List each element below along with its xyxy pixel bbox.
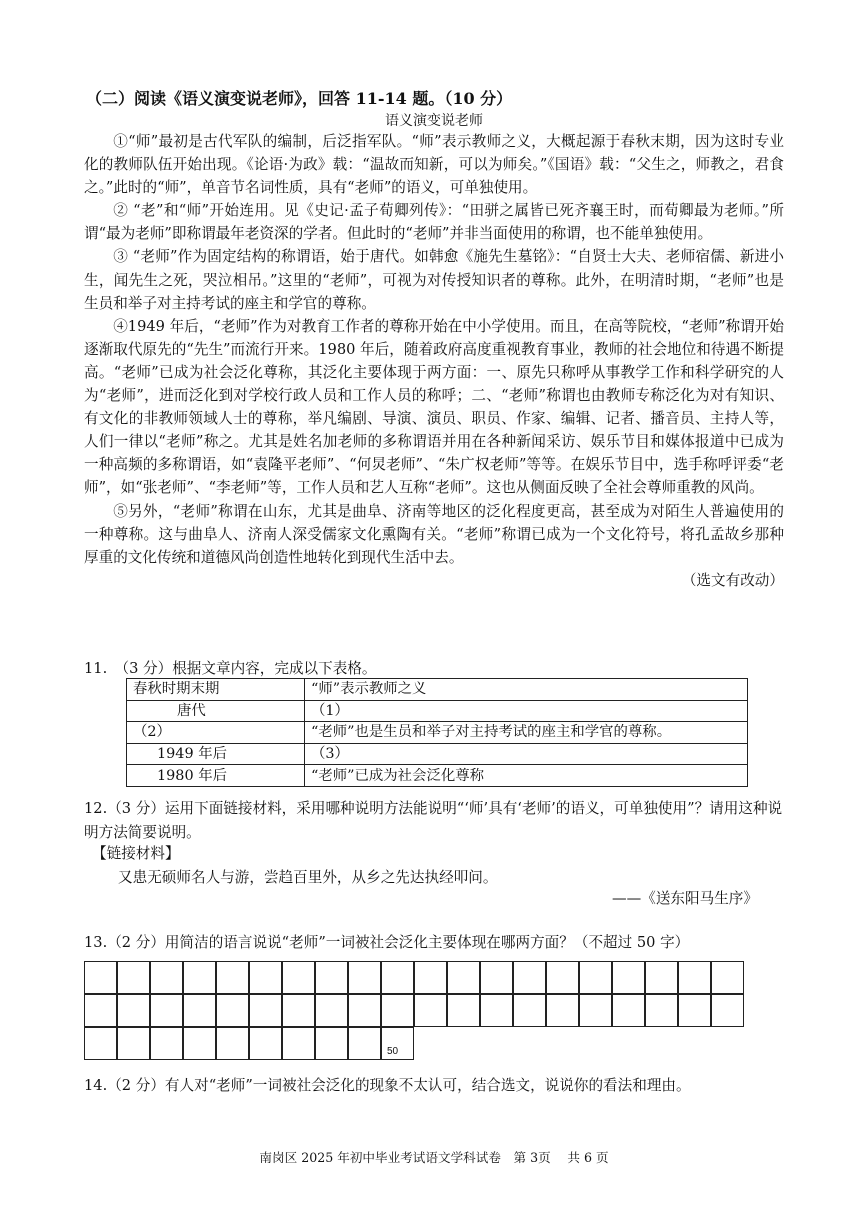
answer-grid-cell[interactable] <box>84 961 117 994</box>
answer-grid-cell[interactable] <box>117 1027 150 1060</box>
answer-grid-cell[interactable] <box>216 961 249 994</box>
table-row <box>127 722 748 744</box>
table-cell-period: 1949 年后 <box>127 743 305 765</box>
question-13-prompt: 13.（2 分）用简洁的语言说说“老师”一词被社会泛化主要体现在哪两方面？（不超过 50 字） <box>84 934 690 951</box>
article-paragraph-5: ⑤另外，“老师”称谓在山东，尤其是曲阜、济南等地区的泛化程度更高，甚至成为对陌生人普遍使用的一种尊称。这与曲阜人、济南人深受儒家文化熏陶有关。“老师”称谓已成为一个文化符号，将孔孟故乡那种厚重的文化传统和道德风尚创造性地转化到现代生活中去。 <box>84 502 784 566</box>
answer-grid-cell[interactable] <box>315 961 348 994</box>
answer-grid-cell[interactable] <box>447 994 480 1027</box>
question-12-prompt: 12.（3 分）运用下面链接材料，采用哪种说明方法能说明“‘师’具有‘老师’的语义，可单独使用”？请用这种说明方法简要说明。 <box>84 800 783 841</box>
answer-grid-cell[interactable] <box>645 994 678 1027</box>
answer-grid-cell[interactable] <box>513 994 546 1027</box>
answer-grid-cell[interactable] <box>216 994 249 1027</box>
answer-grid-cell[interactable] <box>282 994 315 1027</box>
source-note: （选文有改动） <box>681 571 784 589</box>
answer-grid-cell[interactable] <box>183 961 216 994</box>
answer-grid-cell[interactable] <box>315 1027 348 1060</box>
page-footer: 南岗区 2025 年初中毕业考试语文学科试卷 第 3页 共 6 页 <box>259 1150 609 1165</box>
answer-grid-cell[interactable] <box>480 961 513 994</box>
answer-grid-cell[interactable] <box>84 1027 117 1060</box>
answer-grid-cell[interactable] <box>612 961 645 994</box>
answer-grid-cell[interactable] <box>150 994 183 1027</box>
answer-grid-cell[interactable] <box>678 961 711 994</box>
answer-grid-cell[interactable] <box>546 961 579 994</box>
answer-grid-cell[interactable] <box>579 961 612 994</box>
answer-grid-cell[interactable] <box>348 994 381 1027</box>
article-title: 语义演变说老师 <box>385 113 483 129</box>
table-cell-meaning: “师”表示教师之义 <box>305 679 748 701</box>
article-paragraph-2: ② “老”和“师”开始连用。见《史记·孟子荀卿列传》：“田骈之属皆已死齐襄王时，而荀卿最为老师。”所谓“最为老师”即称谓最年老资深的学者。但此时的“老师”并非当面使用的称谓，也不能单独使用。 <box>84 202 784 243</box>
answer-grid-cell[interactable] <box>315 994 348 1027</box>
answer-grid-cell[interactable] <box>282 1027 315 1060</box>
answer-grid-cell[interactable] <box>546 994 579 1027</box>
table-cell-period: 唐代 <box>127 700 305 722</box>
table-row <box>127 700 748 722</box>
answer-grid-cell[interactable] <box>249 961 282 994</box>
answer-grid-cell[interactable] <box>183 994 216 1027</box>
article-paragraph-3: ③ “老师”作为固定结构的称谓语，始于唐代。如韩愈《施先生墓铭》：“自贤士大夫、老师宿儒、新进小生，闻先生之死，哭泣相吊。”这里的“老师”，可视为对传授知识者的尊称。此外，在明清时期，“老师”也是生员和举子对主持考试的座主和学官的尊称。 <box>84 248 784 312</box>
answer-grid-cell[interactable] <box>84 994 117 1027</box>
table-cell-meaning: “老师”也是生员和举子对主持考试的座主和学官的尊称。 <box>305 722 748 744</box>
answer-grid-cell[interactable] <box>480 994 513 1027</box>
answer-grid-cell[interactable] <box>678 994 711 1027</box>
answer-grid-cell[interactable] <box>579 994 612 1027</box>
answer-grid-cell[interactable] <box>414 994 447 1027</box>
answer-grid-cell[interactable] <box>381 961 414 994</box>
table-cell-answer-blank[interactable]: （2） <box>127 722 305 744</box>
article-body <box>84 130 784 592</box>
answer-grid-cell[interactable] <box>150 1027 183 1060</box>
table-cell-period: 春秋时期末期 <box>127 679 305 701</box>
answer-grid-cell[interactable] <box>348 961 381 994</box>
article-paragraph-4: ④1949 年后，“老师”作为对教育工作者的尊称开始在中小学使用。而且，在高等院校，“老师”称谓开始逐渐取代原先的“先生”而流行开来。1980 年后，随着政府高度重视教育事业，教师的社会地位和待遇不断提高。“老师”已成为社会泛化尊称，其泛化主要体现于两方面：一、原先只称呼从事教学工作和科学研究的人为“老师”，进而泛化到对学校行政人员和工作人员的称呼；二、“老师”称谓也由教师专称泛化为对有知识、有文化的非教师领域人士的尊称，举凡编剧、导演、演员、职员、作家、编辑、记者、播音员、主持人等，人们一律以“老师”称之。尤其是姓名加老师的多称谓语并用在各种新闻采访、娱乐节目和媒体报道中已成为一种高频的多称谓语，如“袁隆平老师”、“何炅老师”、“朱广权老师”等等。在娱乐节目中，选手称呼评委“老师”，如“张老师”、“李老师”等，工作人员和艺人互称“老师”。这也从侧面反映了全社会尊师重教的风尚。 <box>84 317 784 497</box>
table-cell-answer-blank[interactable]: （3） <box>305 743 748 765</box>
table-row <box>127 679 748 701</box>
answer-grid-cell[interactable] <box>711 961 744 994</box>
link-material-source: ——《送东阳马生序》 <box>612 890 758 907</box>
answer-grid-cell[interactable] <box>381 994 414 1027</box>
answer-grid-cell[interactable] <box>711 994 744 1027</box>
link-material-heading: 【链接材料】 <box>92 845 180 862</box>
table-row <box>127 743 748 765</box>
answer-grid-cell[interactable] <box>150 961 183 994</box>
answer-grid-cell[interactable] <box>513 961 546 994</box>
question-11-table <box>126 678 748 787</box>
grid-count-mark: 50 <box>387 1046 399 1057</box>
answer-grid-cell[interactable] <box>282 961 315 994</box>
table-cell-answer-blank[interactable]: （1） <box>305 700 748 722</box>
answer-grid-cell[interactable] <box>414 961 447 994</box>
answer-grid-cell[interactable] <box>447 961 480 994</box>
answer-grid-cell[interactable] <box>183 1027 216 1060</box>
table-cell-meaning: “老师”已成为社会泛化尊称 <box>305 765 748 787</box>
answer-grid-cell[interactable] <box>348 1027 381 1060</box>
answer-grid-cell[interactable] <box>249 1027 282 1060</box>
answer-grid-cell[interactable] <box>645 961 678 994</box>
question-14-prompt: 14.（2 分）有人对“老师”一词被社会泛化的现象不太认可，结合选文，说说你的看法和理由。 <box>84 1077 691 1094</box>
link-material-quote: 又患无硕师名人与游，尝趋百里外，从乡之先达执经叩问。 <box>118 869 498 886</box>
answer-grid-cell[interactable] <box>612 994 645 1027</box>
answer-grid-cell[interactable] <box>117 961 150 994</box>
table-row <box>127 765 748 787</box>
answer-grid-cell[interactable] <box>117 994 150 1027</box>
table-cell-period: 1980 年后 <box>127 765 305 787</box>
section-title: （二）阅读《语义演变说老师》，回答 11-14 题。（10 分） <box>86 89 513 108</box>
question-11-prompt: 11. （3 分）根据文章内容，完成以下表格。 <box>84 660 377 677</box>
answer-grid-cell[interactable] <box>216 1027 249 1060</box>
answer-grid-cell[interactable] <box>249 994 282 1027</box>
article-paragraph-1: ①“师”最初是古代军队的编制，后泛指军队。“师”表示教师之义，大概起源于春秋末期，因为这时专业化的教师队伍开始出现。《论语·为政》载：“温故而知新，可以为师矣。”《国语》载：“父生之，师教之，君食之。”此时的“师”，单音节名词性质，具有“老师”的语义，可单独使用。 <box>84 133 784 197</box>
